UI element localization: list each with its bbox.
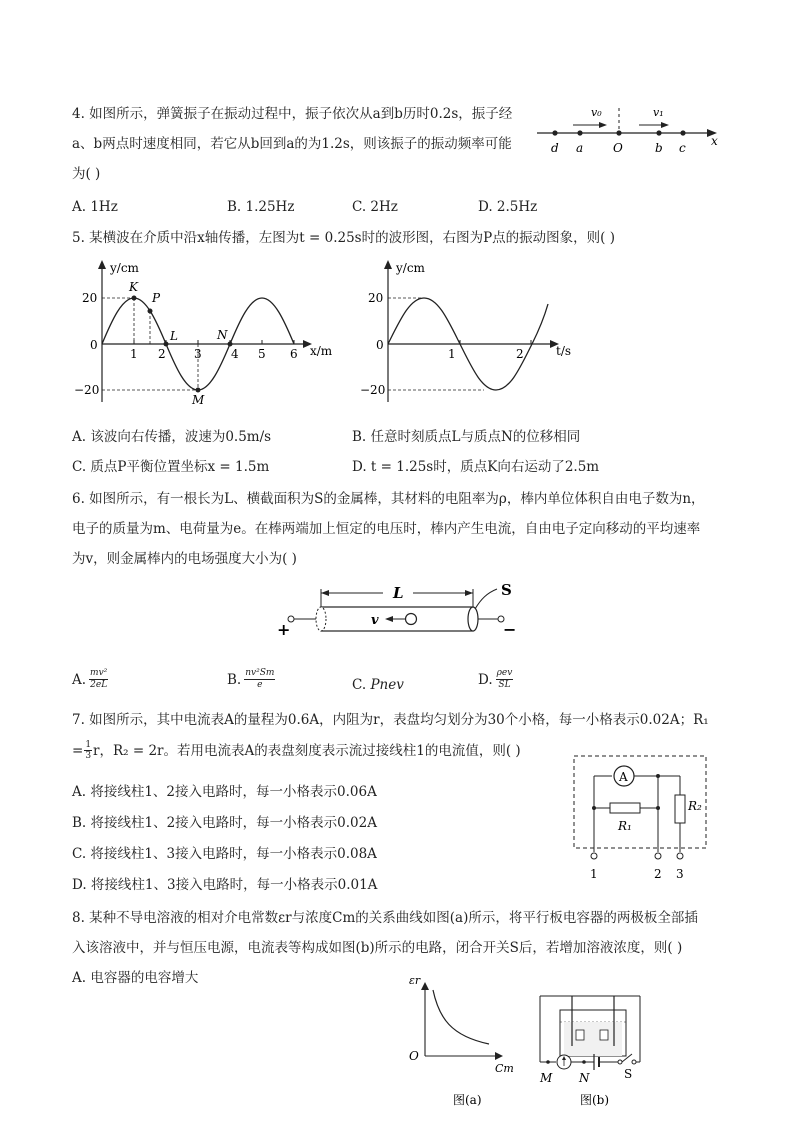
q7-line-2 [72,740,521,761]
q5-right-xtick-1: 1 [448,347,456,361]
q4-option-a: A. 1Hz [72,199,118,215]
q5-right-ytick-neg20: −20 [360,383,386,397]
q4-line-2: a、b两点时速度相同，若它从b回到a的为1.2s，则该振子的振动频率可能 [72,136,512,152]
q7-fraction-denominator: 3 [85,751,92,761]
q6-plus-terminal: + [277,620,291,639]
q4-line-1: 4. 如图所示，弹簧振子在振动过程中，振子依次从a到b历时0.2s，振子经 [72,106,513,122]
q4-a-label: a [576,141,584,155]
q5-left-xtick-6: 6 [290,347,298,361]
q8-figure-b-circuit [532,990,672,1110]
q4-option-b: B. 1.25Hz [227,199,295,215]
q8-line-2: 入该溶液中，并与恒压电源，电流表等构成如图(b)所示的电路，闭合开关S后，若增加溶液浓度，则( ) [72,940,683,956]
q4-o-label: O [613,141,623,155]
q4-v1-label: v₁ [653,106,664,119]
q5-left-xtick-3: 3 [194,347,202,361]
q6-option-a-label: A. [72,671,87,688]
q5-wave-graph [72,254,347,409]
q6-option-c-label: C. [352,677,367,693]
q4-option-c: C. 2Hz [352,199,398,215]
q8-figure-b-caption: 图(b) [580,1093,610,1107]
q7-terminal-3: 3 [676,867,684,881]
q7-line-1: 7. 如图所示，其中电流表A的量程为0.6A，内阻为r，表盘均匀划分为30个小格，每一小格表示0.02A；R₁ [72,712,709,728]
q6-option-b [227,668,275,691]
q5-point-l: L [170,329,178,343]
q4-x-label: x [711,134,718,148]
q6-line-3: 为v，则金属棒内的电场强度大小为( ) [72,551,297,567]
q7-option-b: B. 将接线柱1、2接入电路时，每一小格表示0.02A [72,815,377,831]
q7-ammeter-label: A [619,770,628,784]
q6-option-a-denominator: 2eL [90,680,108,690]
q5-point-m: M [192,393,205,407]
q5-right-ytick-20: 20 [368,291,384,305]
q5-option-d: D. t = 1.25s时，质点K向右运动了2.5m [352,459,600,475]
q5-point-p: P [152,291,161,305]
q7-fraction-numerator: 1 [85,740,92,750]
q6-option-a-numerator: mv² [90,668,108,678]
q6-option-d-numerator: ρev [496,668,513,678]
q6-option-c-text: Pnev [370,677,404,693]
q5-left-xtick-4: 4 [231,347,239,361]
q6-cross-section-label: S [501,581,512,599]
q5-left-ytick-neg20: −20 [74,383,100,397]
q7-terminal-2: 2 [654,867,662,881]
q8-point-n: N [579,1071,590,1085]
q5-left-ytick-0: 0 [90,338,98,352]
q6-option-a [72,668,108,691]
q6-option-b-label: B. [227,671,242,688]
q7-option-c: C. 将接线柱1、3接入电路时，每一小格表示0.08A [72,846,377,862]
q8-figure-a-graph [405,970,520,1110]
q5-right-xlabel: t/s [556,344,572,358]
q6-velocity-label: v [371,613,379,628]
q5-vibration-graph [360,254,590,409]
q4-v0-label: v₀ [591,106,602,119]
q6-length-label: L [393,584,404,602]
q4-d-label: d [551,141,559,155]
q5-line-1: 5. 某横波在介质中沿x轴传播，左图为t = 0.25s时的波形图，右图为P点的振动图象，则( ) [72,230,615,246]
q4-figure-spring-oscillator [535,100,725,160]
q6-option-d-label: D. [478,671,493,688]
q8-figure-a-caption: 图(a) [453,1093,482,1107]
q4-line-3: 为( ) [72,166,101,182]
q6-option-d-denominator: SL [498,680,511,690]
q7-r1-label: R₁ [618,819,632,833]
q6-line-2: 电子的质量为m、电荷量为e。在棒两端加上恒定的电压时，棒内产生电流，自由电子定向移动的平均速率 [72,521,701,537]
q6-minus-terminal: − [503,620,517,639]
q5-left-xtick-1: 1 [130,347,138,361]
q5-point-k: K [129,280,138,294]
q8-cm-label: Cm [495,1062,514,1075]
q7-option-d: D. 将接线柱1、3接入电路时，每一小格表示0.01A [72,877,378,893]
q4-c-label: c [679,141,686,155]
q6-option-b-numerator: nv²Sm [245,668,275,678]
q6-option-d [478,668,513,691]
q4-b-label: b [655,141,663,155]
q5-option-c: C. 质点P平衡位置坐标x = 1.5m [72,459,270,475]
q8-option-a: A. 电容器的电容增大 [72,970,199,986]
q7-circuit-figure [570,752,715,882]
q5-right-ytick-0: 0 [376,338,384,352]
q7-terminal-1: 1 [590,867,598,881]
q6-metal-rod-figure [275,577,525,639]
q5-option-a: A. 该波向右传播，波速为0.5m/s [72,429,272,445]
q6-option-b-denominator: e [257,680,263,690]
q7-line-2-rest: r，R₂ = 2r。若用电流表A的表盘刻度表示流过接线柱1的电流值，则( ) [93,742,521,759]
q6-option-c [352,675,404,695]
q5-right-ylabel: y/cm [396,261,425,275]
q5-left-ylabel: y/cm [110,261,139,275]
q5-left-xtick-5: 5 [258,347,266,361]
q5-right-xtick-2: 2 [516,347,524,361]
q8-line-1: 8. 某种不导电溶液的相对介电常数εr与浓度Cm的关系曲线如图(a)所示，将平行板电容器的两极板全部插 [72,910,698,926]
q5-left-ytick-20: 20 [82,291,98,305]
q5-point-n: N [217,328,228,342]
q8-epsilon-label: εr [409,974,421,987]
q7-line-2-prefix: = [72,742,84,759]
q6-line-1: 6. 如图所示，有一根长为L、横截面积为S的金属棒，其材料的电阻率为ρ，棒内单位体积自由电子数为n， [72,491,705,507]
q4-option-d: D. 2.5Hz [478,199,538,215]
q8-switch-label: S [624,1067,633,1081]
q5-left-xtick-2: 2 [158,347,166,361]
q8-origin-label: O [409,1049,419,1063]
q7-r2-label: R₂ [688,799,702,813]
q8-point-m: M [540,1071,553,1085]
q5-left-xlabel: x/m [310,344,333,358]
q7-option-a: A. 将接线柱1、2接入电路时，每一小格表示0.06A [72,784,377,800]
q5-option-b: B. 任意时刻质点L与质点N的位移相同 [352,429,581,445]
